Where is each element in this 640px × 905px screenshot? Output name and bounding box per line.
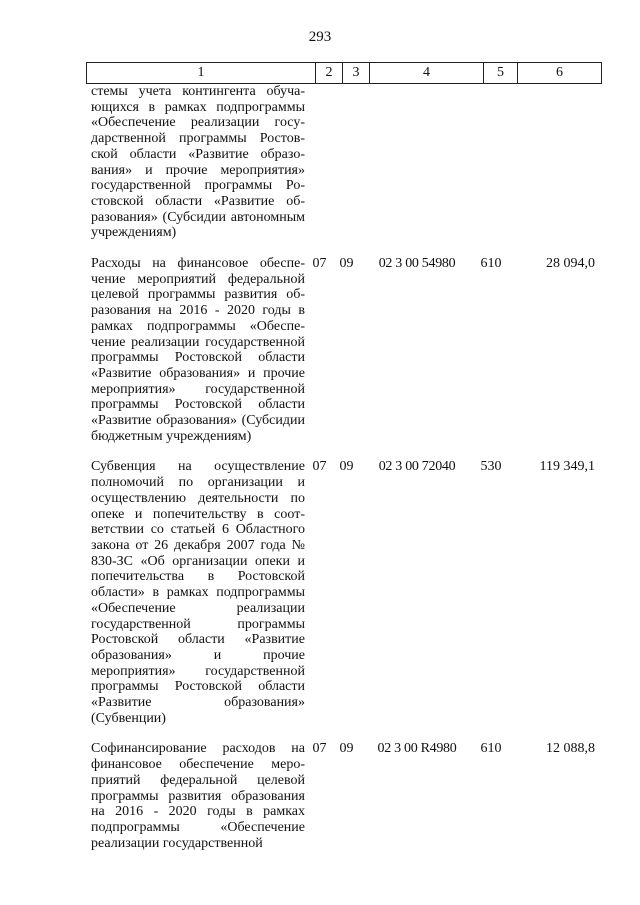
column-header-4: 4 <box>370 63 484 84</box>
row-target-article-code: 02 3 00 54980 <box>378 256 456 272</box>
row-subsection-code <box>333 84 360 241</box>
row-section-code <box>306 84 333 241</box>
row-expense-type-code: 610 <box>480 256 502 272</box>
column-header-1: 1 <box>87 63 316 84</box>
row-expense-type-code: 610 <box>480 741 502 757</box>
row-description: Расходы на финансовое обеспечение мероприятий федеральной целевой программы развития образования на 2016 - 2020 годы в рамках подпрограммы «Обеспечение реализации государственной программы Ростовской области «Развитие образования» и прочие мероприятия» государственной программы Ростовской области «Развитие образования» (Субсидии бюджетным учреждениям) <box>91 256 305 444</box>
budget-table-body <box>86 84 601 866</box>
row-subsection-code: 09 <box>339 741 354 757</box>
row-target-article-code: 02 3 00 R4980 <box>377 741 457 757</box>
row-amount <box>508 84 601 241</box>
row-amount: 119 349,1 <box>539 459 595 475</box>
table-row <box>86 741 601 851</box>
row-target-article-code: 02 3 00 72040 <box>378 459 456 475</box>
column-header-3: 3 <box>343 63 370 84</box>
row-expense-type-code: 530 <box>480 459 502 475</box>
row-amount: 28 094,0 <box>546 256 595 272</box>
row-description: Софинансирование расходов на финансовое обеспечение мероприятий федеральной целевой программы развития образования на 2016 - 2020 годы в рамках подпрограммы «Обеспечение реализации государственной <box>91 741 305 851</box>
row-section-code: 07 <box>312 459 327 475</box>
row-subsection-code: 09 <box>339 459 354 475</box>
row-section-code: 07 <box>312 741 327 757</box>
table-row <box>86 256 601 444</box>
row-description: стемы учета контингента обучающихся в рамках подпрограммы «Обеспечение реализации государственной программы Ростовской области «Развитие образования» и прочие мероприятия» государственной программы Ростовской области «Развитие образования» (Субсидии автономным учреждениям) <box>91 84 305 241</box>
column-header-5: 5 <box>484 63 518 84</box>
row-expense-type-code <box>474 84 508 241</box>
column-header-table <box>86 62 602 84</box>
page-number: 293 <box>308 29 332 45</box>
table-row <box>86 84 601 241</box>
row-target-article-code <box>360 84 474 241</box>
row-description: Субвенция на осуществление полномочий по организации и осуществлению деятельности по опеке и попечительству в соответствии со статьей 6 Областного закона от 26 декабря 2007 года № 830-ЗС «Об организации опеки и попечительства в Ростовской области» в рамках подпрограммы «Обеспечение реализации государственной программы Ростовской области «Развитие образования» и прочие мероприятия» государственной программы Ростовской области «Развитие образования» (Субвенции) <box>91 459 305 726</box>
table-row <box>86 459 601 726</box>
row-subsection-code: 09 <box>339 256 354 272</box>
row-amount: 12 088,8 <box>546 741 595 757</box>
column-header-2: 2 <box>316 63 343 84</box>
column-header-6: 6 <box>518 63 602 84</box>
column-header-row <box>87 63 602 84</box>
row-section-code: 07 <box>312 256 327 272</box>
